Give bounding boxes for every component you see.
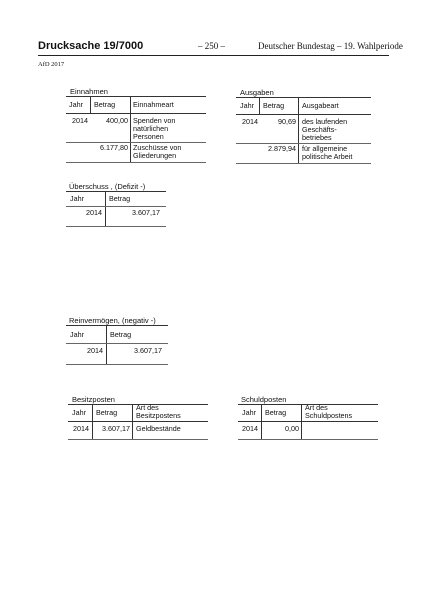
rule bbox=[238, 439, 378, 440]
col-header-betrag: Betrag bbox=[96, 408, 118, 417]
art-header-line: Schuldpostens bbox=[305, 411, 353, 421]
rule bbox=[298, 97, 299, 163]
rule bbox=[261, 404, 262, 440]
cell-jahr: 2014 bbox=[242, 117, 258, 126]
rule bbox=[66, 96, 206, 97]
doc-number: 7000 bbox=[118, 40, 144, 52]
party-code: AfD 2017 bbox=[38, 61, 65, 68]
col-header-betrag: Betrag bbox=[94, 100, 116, 109]
rule bbox=[66, 113, 206, 114]
rule bbox=[130, 96, 131, 162]
rule bbox=[106, 325, 107, 365]
art-line: politische Arbeit bbox=[302, 152, 353, 162]
rule bbox=[92, 404, 93, 440]
rule bbox=[66, 325, 168, 326]
cell-betrag: 3.607,17 bbox=[132, 208, 160, 217]
cell-betrag: 3.607,17 bbox=[134, 346, 162, 355]
rule bbox=[301, 404, 302, 440]
col-header-jahr: Jahr bbox=[70, 330, 84, 339]
cell-art bbox=[133, 117, 175, 142]
rule bbox=[66, 226, 166, 227]
doc-label: Drucksache 19/ bbox=[38, 40, 119, 52]
einnahmen-title: Einnahmen bbox=[70, 87, 108, 96]
col-header-art bbox=[136, 404, 181, 420]
rule bbox=[66, 206, 166, 207]
rule bbox=[68, 439, 208, 440]
schuldposten-title: Schuldposten bbox=[241, 395, 287, 404]
cell-jahr: 2014 bbox=[73, 424, 89, 433]
art-line: Spenden von bbox=[133, 116, 176, 125]
cell-jahr: 2014 bbox=[86, 208, 102, 217]
cell-art: Geldbestände bbox=[136, 424, 181, 433]
ausgaben-title: Ausgaben bbox=[240, 88, 274, 97]
document-number bbox=[38, 40, 143, 52]
art-line: Gliederungen bbox=[133, 151, 177, 161]
cell-jahr: 2014 bbox=[72, 116, 88, 125]
cell-betrag: 90,69 bbox=[278, 117, 296, 126]
cell-art bbox=[302, 145, 352, 161]
art-line: betriebes bbox=[302, 133, 332, 143]
art-header-line: Art des bbox=[305, 403, 328, 412]
rule bbox=[236, 97, 371, 98]
publisher: Deutscher Bundestag – 19. Wahlperiode bbox=[258, 41, 403, 51]
art-line: des laufenden bbox=[302, 117, 348, 126]
col-header-jahr: Jahr bbox=[242, 408, 256, 417]
col-header-betrag: Betrag bbox=[109, 194, 131, 203]
page-number: – 250 – bbox=[198, 41, 225, 51]
besitzposten-title: Besitzposten bbox=[72, 395, 115, 404]
col-header-art: Ausgabeart bbox=[302, 101, 339, 110]
rule bbox=[132, 404, 133, 440]
col-header-art bbox=[305, 404, 352, 420]
rule bbox=[236, 114, 371, 115]
art-header-line: Besitzpostens bbox=[136, 411, 181, 421]
rule bbox=[68, 421, 208, 422]
cell-jahr: 2014 bbox=[242, 424, 258, 433]
col-header-betrag: Betrag bbox=[263, 101, 285, 110]
cell-art bbox=[302, 118, 347, 143]
reinvermoegen-title: Reinvermögen, (negativ -) bbox=[69, 316, 156, 325]
cell-betrag: 3.607,17 bbox=[102, 424, 130, 433]
col-header-jahr: Jahr bbox=[69, 100, 83, 109]
rule bbox=[236, 163, 371, 164]
rule bbox=[90, 96, 91, 114]
rule bbox=[238, 421, 378, 422]
rule bbox=[66, 364, 168, 365]
rule bbox=[66, 162, 206, 163]
col-header-jahr: Jahr bbox=[240, 101, 254, 110]
art-line: Personen bbox=[133, 132, 164, 142]
col-header-art: Einnahmeart bbox=[133, 100, 174, 109]
rule bbox=[66, 191, 166, 192]
rule bbox=[259, 97, 260, 115]
col-header-betrag: Betrag bbox=[265, 408, 287, 417]
col-header-betrag: Betrag bbox=[110, 330, 132, 339]
ueberschuss-title: Überschuss , (Defizit -) bbox=[69, 182, 146, 191]
rule bbox=[66, 343, 168, 344]
cell-betrag: 400,00 bbox=[106, 116, 128, 125]
cell-betrag: 0,00 bbox=[285, 424, 299, 433]
cell-art bbox=[133, 144, 181, 160]
art-line: natürlichen bbox=[133, 124, 169, 134]
art-line: Geschäfts- bbox=[302, 125, 337, 135]
art-line: für allgemeine bbox=[302, 144, 348, 153]
cell-betrag: 6.177,80 bbox=[100, 143, 128, 152]
art-line: Zuschüsse von bbox=[133, 143, 182, 152]
cell-betrag: 2.879,94 bbox=[268, 144, 296, 153]
cell-jahr: 2014 bbox=[87, 346, 103, 355]
col-header-jahr: Jahr bbox=[70, 194, 84, 203]
header-rule bbox=[38, 55, 389, 56]
art-header-line: Art des bbox=[136, 403, 159, 412]
col-header-jahr: Jahr bbox=[72, 408, 86, 417]
